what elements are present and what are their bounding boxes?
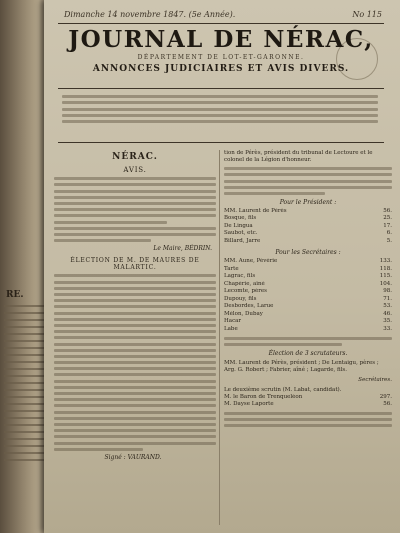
secretary-candidate-votes: 98. [383,288,392,295]
final-heading: Le deuxième scrutin (M. Labat, candidat). [224,386,342,393]
secretary-candidate-name: Chapèrie, aîné [224,280,265,287]
top-rule [58,23,384,24]
issue-number: No 115 [352,10,382,19]
president-candidate-name: Billard, Jarre [224,237,261,244]
election-text [54,274,216,450]
president-candidate-name: MM. Laurent de Pérès [224,207,287,214]
secretary-candidate-row [224,326,392,334]
secretary-candidate-row [224,303,392,311]
president-heading: Pour le Président : [279,198,337,206]
secretary-candidate-row [224,273,392,281]
secretary-candidate-name: Lecomte, pères [224,288,267,295]
notice-rule [58,142,384,143]
president-candidate-votes: 25. [383,215,392,222]
president-candidate-votes: 6. [386,230,392,237]
secretary-candidate-name: MM. Aune, Pèvérie [224,258,278,265]
president-candidate-votes: 56. [383,207,392,214]
president-candidate-name: Bosque, fils [224,215,257,222]
president-candidate-row [224,238,392,246]
secretary-candidate-name: Labe [224,325,238,332]
scrutateurs-label: Secrétaires. [358,376,392,383]
secretary-candidate-votes: 133. [379,258,392,265]
newspaper-title: JOURNAL DE NÉRAC, [68,26,374,53]
president-candidate-name: De Lingua [224,222,253,229]
president-vote-list [224,208,392,246]
secretary-candidate-name: Hacar [224,318,242,325]
secretary-candidate-votes: 33. [383,325,392,332]
secretaries-heading: Pour les Secrétaires : [275,249,341,257]
election-footer: Élection de 3 scrutateurs. [268,349,348,357]
secretary-candidate-votes: 115. [379,273,392,280]
issue-date: Dimanche 14 novembre 1847. (5e Année). [64,10,236,19]
newspaper-page [44,0,400,533]
final-candidate-name: M. le Baron de Trenquelèon [224,393,303,400]
president-candidate-row [224,223,392,231]
final-vote-list [224,394,392,409]
subscription-notice [62,92,378,126]
secretary-candidate-row [224,311,392,319]
masthead-subtitle: ANNONCES JUDICIAIRES ET AVIS DIVERS. [92,64,350,74]
secretary-candidate-name: Desbordes, Larue [224,303,274,310]
secretary-candidate-votes: 104. [379,280,392,287]
secretary-candidate-row [224,258,392,266]
secretary-candidate-votes: 53. [383,303,392,310]
secretary-candidate-row [224,281,392,289]
adjacent-page-text [4,300,44,466]
column-separator [219,150,220,525]
final-candidate-row [224,401,392,409]
opening-text: tion de Pérès, président du tribunal de Lectoure et le colonel de la Légion d'honneur. [224,150,373,163]
secretary-candidate-votes: 35. [383,318,392,325]
masthead-rule [58,88,384,89]
adjacent-page-heading: RE. [6,290,24,300]
department-line: DÉPARTEMENT DE LOT-ET-GARONNE. [137,54,305,61]
signature: Le Maire, BÉDRIN. [153,245,212,253]
president-candidate-row [224,208,392,216]
president-candidate-votes: 17. [383,222,392,229]
masthead [56,26,386,74]
secretary-candidate-name: Lagrac, fils [224,273,256,280]
president-candidate-name: Saubot, etc. [224,230,258,237]
president-candidate-row [224,230,392,238]
issue-line [64,10,382,19]
secretary-candidate-name: Tarte [224,265,239,272]
president-candidate-row [224,215,392,223]
section-title: NÉRAC. [112,152,158,162]
secretary-candidate-row [224,266,392,274]
secretary-candidate-name: Mélon, Dubay [224,310,263,317]
president-candidate-votes: 5. [386,237,392,244]
election-title: ÉLECTION DE M. DE MAURES DE MALARTIC. [70,257,200,272]
secretaries-vote-list [224,258,392,333]
secretary-candidate-row [224,318,392,326]
final-candidate-votes: 56. [383,401,392,408]
scrutateurs-text: MM. Laurent de Pérès, président ; De Lentaigu, pères ; Arg. G. Robert ; Fabrier, aîné ; Lagarde, fils. [224,359,379,373]
avis-title: AVIS. [123,166,147,174]
final-candidate-name: M. Dayse Laporte [224,401,274,408]
avis-text [54,177,216,242]
secretary-candidate-votes: 71. [383,295,392,302]
footer-signature: Signé : VAURAND. [104,453,162,461]
left-column [54,150,216,466]
secretary-candidate-votes: 46. [383,310,392,317]
secretary-candidate-row [224,296,392,304]
secretary-candidate-name: Dupouy, fils [224,295,257,302]
final-candidate-row [224,394,392,402]
secretary-candidate-votes: 118. [379,265,392,272]
right-column [224,150,392,431]
secretary-candidate-row [224,288,392,296]
final-candidate-votes: 297. [379,393,392,400]
